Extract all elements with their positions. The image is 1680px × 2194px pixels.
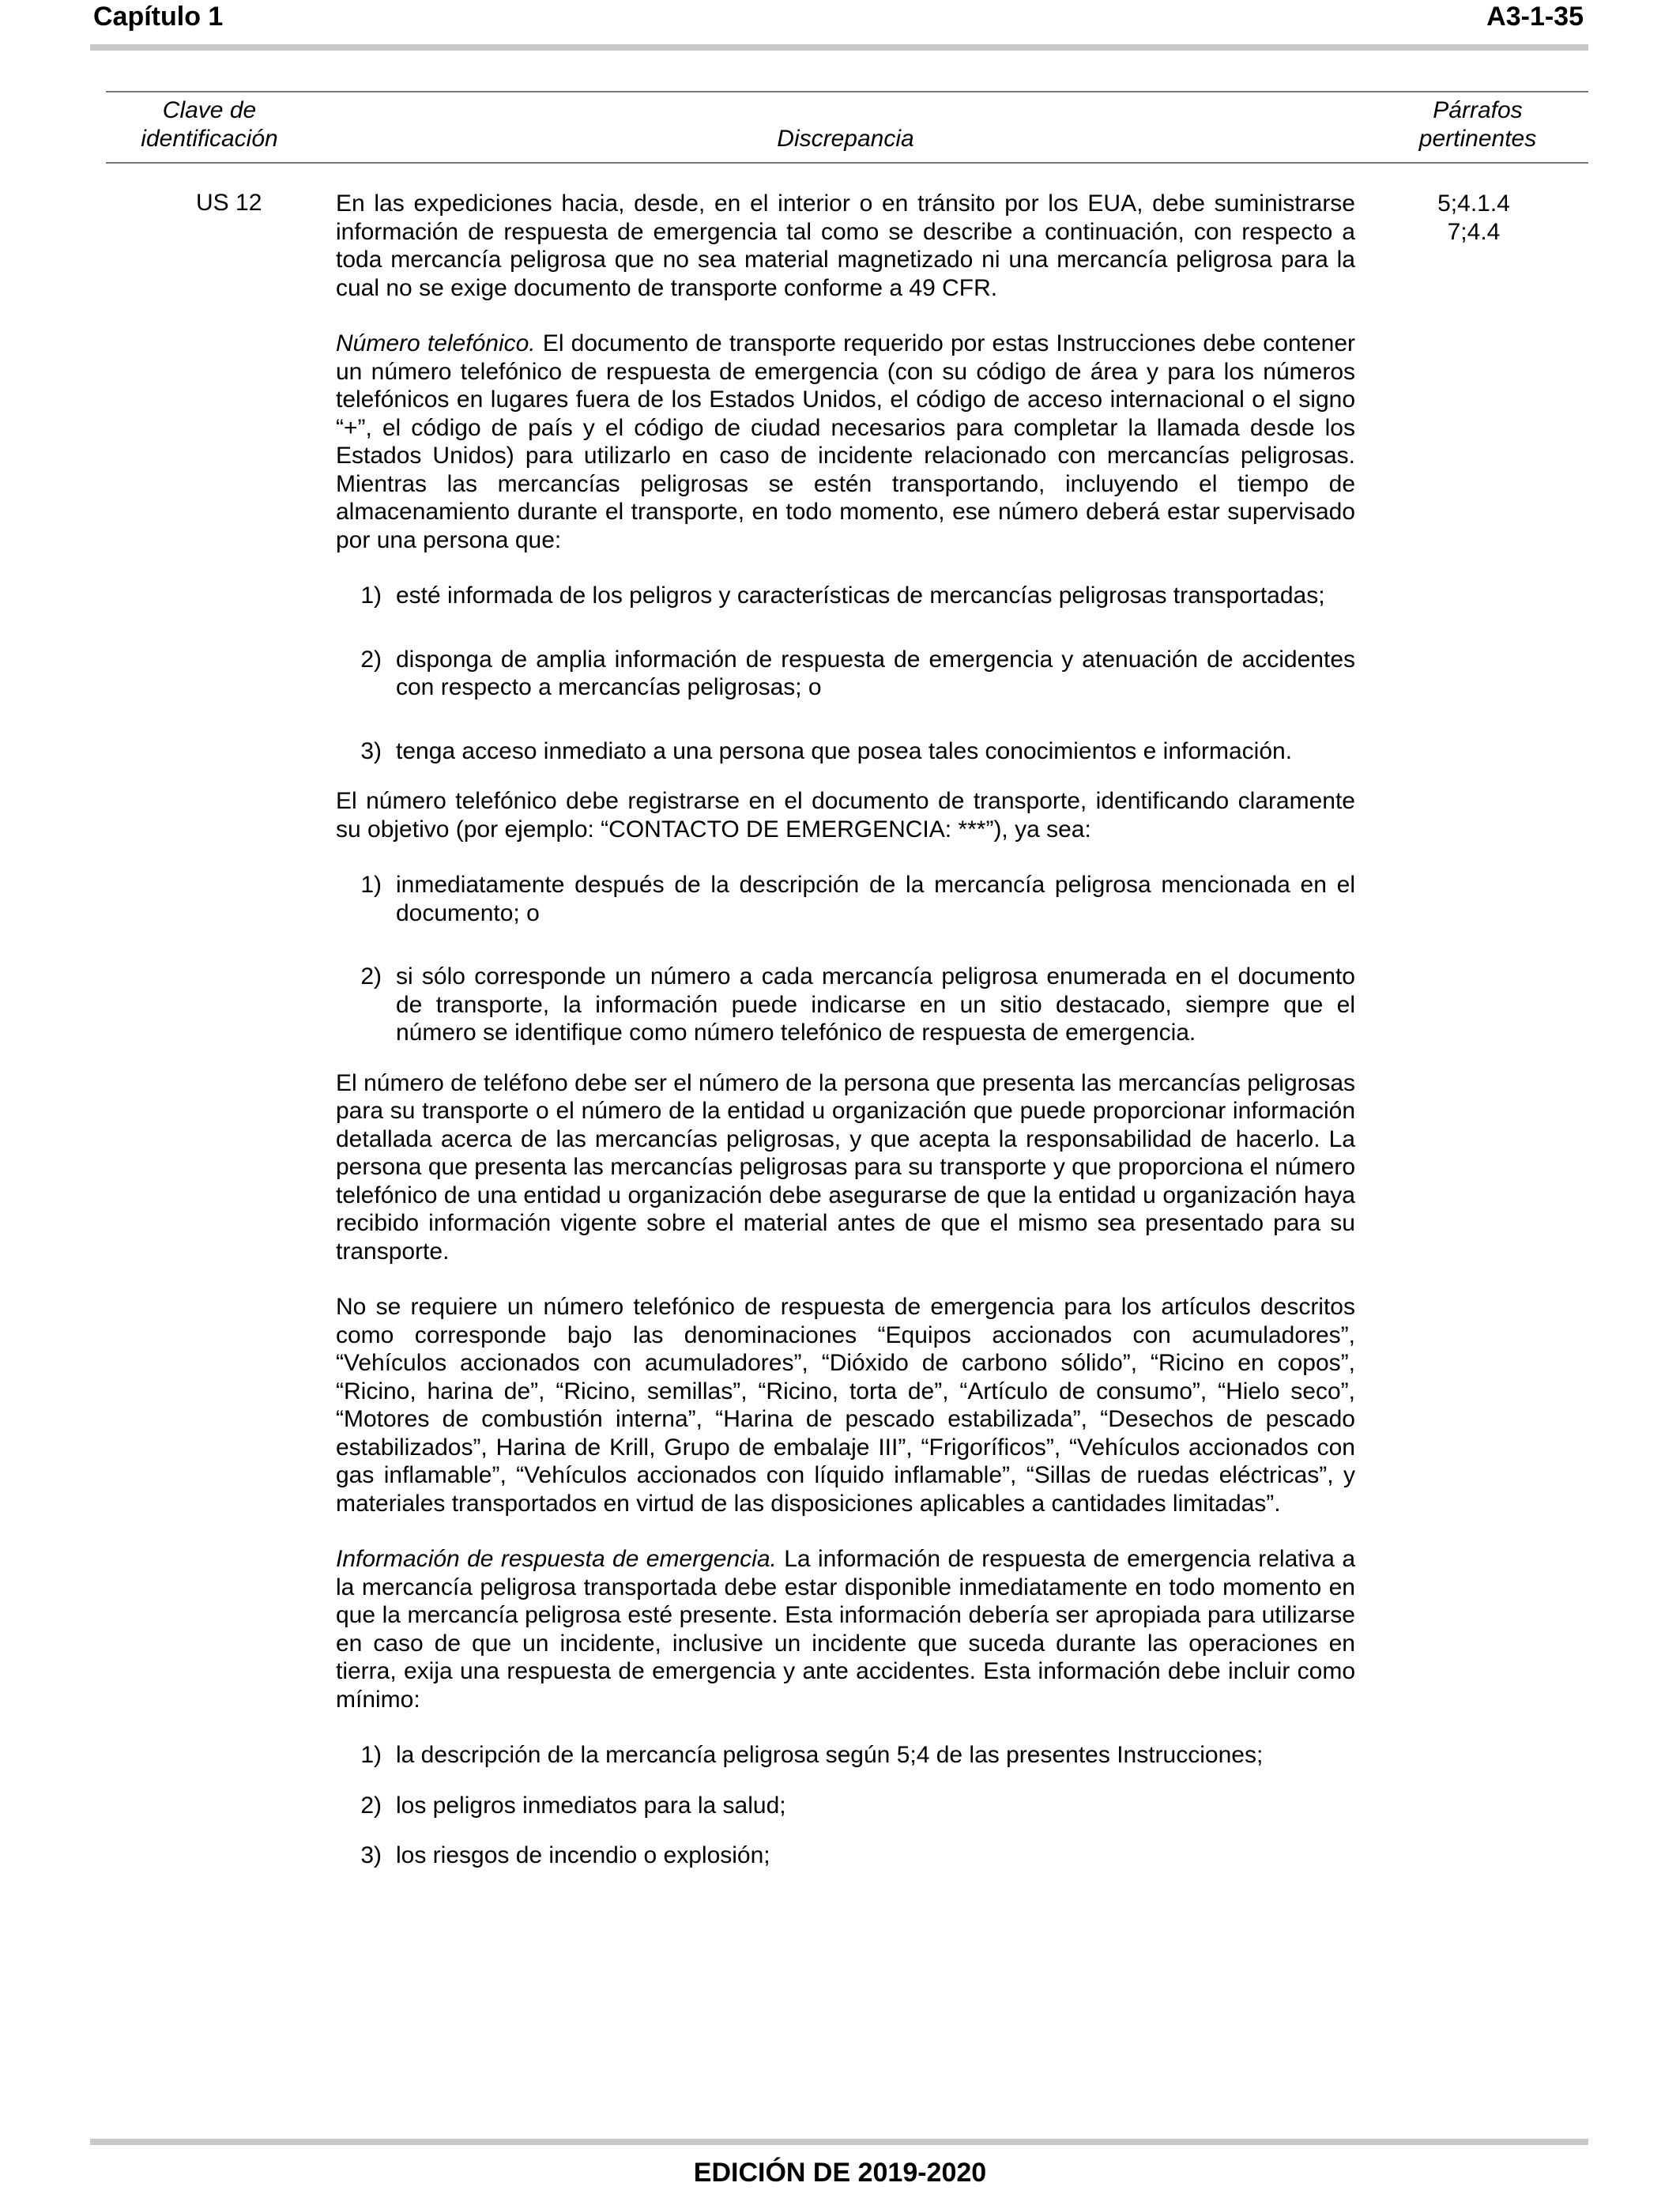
- list-number: 2): [360, 646, 382, 673]
- list-number: 2): [360, 963, 382, 990]
- edition-footer: EDICIÓN DE 2019-2020: [693, 2158, 987, 2188]
- col-header-discrepancy: Discrepancia: [777, 126, 914, 152]
- list-item: [336, 737, 1355, 766]
- col-header-paragraphs-line1: Párrafos: [1433, 97, 1523, 123]
- entry-key: US 12: [196, 190, 262, 216]
- page-number: A3-1-35: [1486, 2, 1584, 32]
- list-text: los riesgos de incendio o explosión;: [396, 1842, 770, 1868]
- paragraph-register: El número telefónico debe registrarse en el documento de transporte, identificando claramente su objetivo (por ejemplo: “CONTACTO DE EMERGENCIA: ***”), ya sea:: [336, 788, 1355, 843]
- list-number: 2): [360, 1792, 382, 1819]
- col-header-key-line2: identificación: [141, 126, 278, 152]
- list-number: 1): [360, 1742, 382, 1768]
- list-item: [336, 1792, 1355, 1820]
- list-text: si sólo corresponde un número a cada mercancía peligrosa enumerada en el documento de transporte, la información puede indicarse en un sitio destacado, siempre que el número se identifique como número telefónico de respuesta de emergencia.: [396, 963, 1355, 1046]
- paragraph-emergency-info: [336, 1545, 1355, 1713]
- footer-rule: [90, 2139, 1588, 2145]
- list-item: [336, 1741, 1355, 1770]
- list-number: 1): [360, 872, 382, 898]
- list-item: [336, 646, 1355, 702]
- list-number: 3): [360, 1842, 382, 1868]
- list-text: la descripción de la mercancía peligrosa según 5;4 de las presentes Instrucciones;: [396, 1742, 1264, 1768]
- list-text: disponga de amplia información de respuesta de emergencia y atenuación de accidentes con respecto a mercancías peligrosas; o: [396, 646, 1355, 700]
- entry-body: [336, 190, 1355, 1892]
- list-text: los peligros inmediatos para la salud;: [396, 1792, 786, 1819]
- emergency-info-heading: Información de respuesta de emergencia.: [336, 1546, 777, 1572]
- paragraph-phone: [336, 330, 1355, 554]
- table-header-rule: [106, 162, 1588, 164]
- list-item: [336, 1842, 1355, 1870]
- list-text: inmediatamente después de la descripción de la mercancía peligrosa mencionada en el documento; o: [396, 872, 1355, 926]
- col-header-paragraphs-line2: pertinentes: [1418, 126, 1537, 152]
- table-top-rule: [106, 91, 1588, 92]
- col-header-key: [111, 96, 308, 153]
- list-number: 3): [360, 737, 382, 764]
- list-item: [336, 582, 1355, 610]
- chapter-heading: Capítulo 1: [93, 2, 224, 32]
- phone-heading: Número telefónico.: [336, 330, 536, 356]
- paragraph-exemptions: No se requiere un número telefónico de respuesta de emergencia para los artículos descritos como corresponde bajo las denominaciones “Equipos accionados con acumuladores”, “Vehículos accionados con acumuladores”, “Dióxido de carbono sólido”, “Ricino en copos”, “Ricino, harina de”, “Ricino, semillas”, “Ricino, torta de”, “Artículo de consumo”, “Hielo seco”, “Motores de combustión interna”, “Harina de pescado estabilizada”, “Desechos de pescado estabilizados”, Harina de Krill, Grupo de embalaje III”, “Frigoríficos”, “Vehículos accionados con gas inflamable”, “Vehículos accionados con líquido inflamable”, “Sillas de ruedas eléctricas”, y materiales transportados en virtud de las disposiciones aplicables a cantidades limitadas”.: [336, 1294, 1355, 1517]
- para-ref: 7;4.4: [1447, 219, 1501, 245]
- list-text: esté informada de los peligros y características de mercancías peligrosas transportadas;: [396, 582, 1325, 609]
- header-rule: [90, 44, 1588, 51]
- col-header-paragraphs: [1399, 96, 1557, 153]
- list-text: tenga acceso inmediato a una persona que posea tales conocimientos e información.: [396, 737, 1293, 764]
- col-header-key-line1: Clave de: [162, 97, 257, 123]
- phone-text: El documento de transporte requerido por estas Instrucciones debe contener un número telefónico de respuesta de emergencia (con su código de área y para los números telefónicos en lugares fuera de los Estados Unidos, el código de acceso internacional o el signo “+”, el código de país y el código de ciudad necesarios para completar la llamada desde los Estados Unidos) para utilizarlo en caso de incidente relacionado con mercancías peligrosas. Mientras las mercancías peligrosas se estén transportando, incluyendo el tiempo de almacenamiento durante el transporte, en todo momento, ese número deberá estar supervisado por una persona que:: [336, 330, 1355, 553]
- list-item: [336, 963, 1355, 1047]
- emergency-info-text: La información de respuesta de emergencia relativa a la mercancía peligrosa transportada debe estar disponible inmediatamente en todo momento en que la mercancía peligrosa esté presente. Esta información debería ser apropiada para utilizarse en caso de que un incidente, inclusive un incidente que suceda durante las operaciones en tierra, exija una respuesta de emergencia y ante accidentes. Esta información debe incluir como mínimo:: [336, 1546, 1356, 1713]
- para-ref: 5;4.1.4: [1437, 190, 1510, 217]
- list-number: 1): [360, 582, 382, 609]
- paragraph-phone-owner: El número de teléfono debe ser el número de la persona que presenta las mercancías peligrosas para su transporte o el número de la entidad u organización que puede proporcionar información detallada acerca de las mercancías peligrosas, y que acepta la responsabilidad de hacerlo. La persona que presenta las mercancías peligrosas para su transporte y que proporciona el número telefónico de una entidad u organización debe asegurarse de que la entidad u organización haya recibido información vigente sobre el material antes de que el mismo sea presentado para su transporte.: [336, 1069, 1355, 1265]
- paragraph-intro: En las expediciones hacia, desde, en el interior o en tránsito por los EUA, debe suministrarse información de respuesta de emergencia tal como se describe a continuación, con respecto a toda mercancía peligrosa que no sea material magnetizado ni una mercancía peligrosa para la cual no se exige documento de transporte conforme a 49 CFR.: [336, 190, 1355, 301]
- list-item: [336, 871, 1355, 927]
- entry-paragraph-refs: [1422, 190, 1525, 247]
